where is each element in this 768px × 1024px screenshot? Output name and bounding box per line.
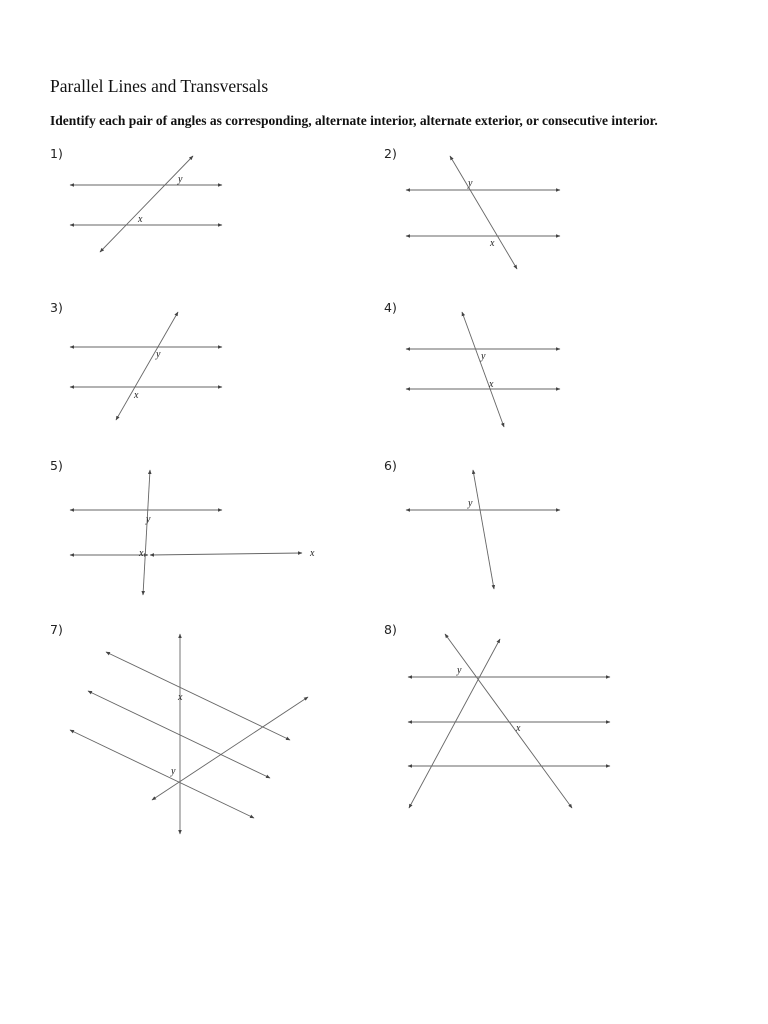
diagram-5 <box>50 458 380 628</box>
problem-2 <box>384 146 714 316</box>
angle-label-y: y <box>468 178 473 189</box>
transversal-line <box>473 470 494 589</box>
angle-label-y: y <box>156 349 161 360</box>
transversal-line <box>116 312 178 420</box>
problem-5 <box>50 458 380 628</box>
problem-1 <box>50 146 380 316</box>
instructions: Identify each pair of angles as corresponding, alternate interior, alternate exterior, or consecutive interior. <box>50 113 658 128</box>
transversal-line <box>100 156 193 252</box>
angle-label-x: x <box>138 214 143 225</box>
angle-label-y: y <box>468 498 473 509</box>
page-title: Parallel Lines and Transversals <box>50 76 269 96</box>
angle-label-y: y <box>146 514 151 525</box>
diagram-1 <box>50 146 380 316</box>
problem-6 <box>384 458 714 628</box>
problem-8 <box>384 622 714 842</box>
problem-number: 4) <box>384 300 397 315</box>
parallel-line <box>88 691 270 778</box>
angle-label-x: x <box>310 548 315 559</box>
diagram-2 <box>384 146 714 316</box>
problem-number: 6) <box>384 458 397 473</box>
transversal-line <box>152 697 308 800</box>
diagram-7 <box>50 622 380 842</box>
angle-label-x: x <box>516 723 521 734</box>
transversal-line <box>462 312 504 427</box>
angle-label-x: x <box>178 692 183 703</box>
problem-4 <box>384 300 714 470</box>
problem-7 <box>50 622 380 842</box>
problem-number: 1) <box>50 146 63 161</box>
transversal-line <box>450 156 517 269</box>
problem-number: 7) <box>50 622 63 637</box>
transversal-line <box>143 470 150 595</box>
angle-label-x: x <box>139 548 144 559</box>
problem-number: 2) <box>384 146 397 161</box>
angle-label-y: y <box>481 351 486 362</box>
problem-number: 8) <box>384 622 397 637</box>
angle-label-x: x <box>134 390 139 401</box>
angle-label-y: y <box>171 766 176 777</box>
diagram-4 <box>384 300 714 470</box>
diagram-3 <box>50 300 380 470</box>
problem-number: 3) <box>50 300 63 315</box>
angle-label-x: x <box>490 238 495 249</box>
parallel-line <box>150 553 302 555</box>
transversal-line <box>409 639 500 808</box>
angle-label-y: y <box>178 174 183 185</box>
parallel-line <box>70 730 254 818</box>
problem-number: 5) <box>50 458 63 473</box>
diagram-6 <box>384 458 714 628</box>
problem-3 <box>50 300 380 470</box>
angle-label-x: x <box>489 379 494 390</box>
angle-label-y: y <box>457 665 462 676</box>
diagram-8 <box>384 622 714 842</box>
transversal-line <box>445 634 572 808</box>
